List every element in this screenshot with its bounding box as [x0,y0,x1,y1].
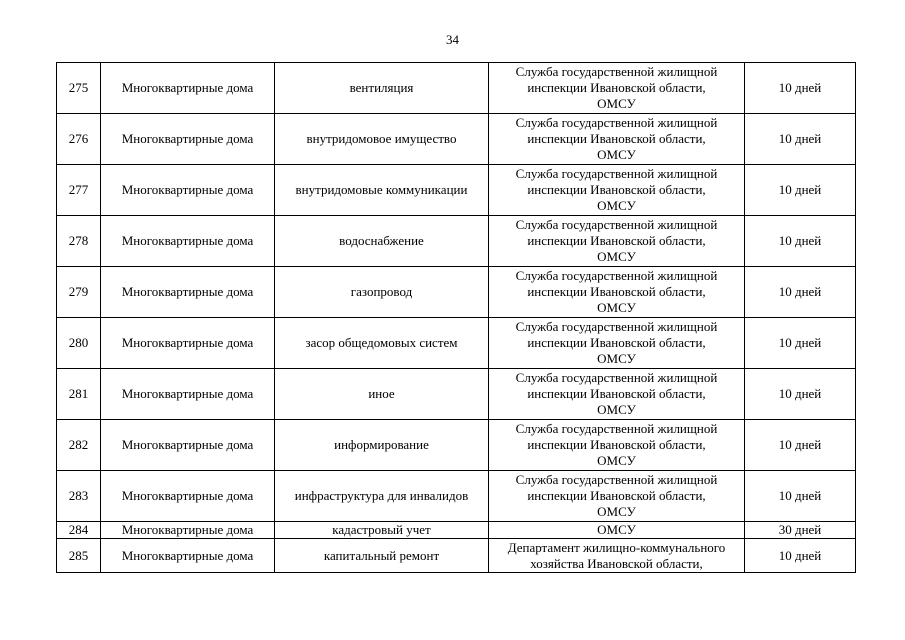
cell-term: 10 дней [745,267,856,318]
cell-object: Многоквартирные дома [101,63,275,114]
table-row [57,267,856,318]
cell-number: 279 [57,267,101,318]
cell-number: 278 [57,216,101,267]
cell-topic: информирование [275,420,489,471]
cell-topic: внутридомовое имущество [275,114,489,165]
cell-object: Многоквартирные дома [101,267,275,318]
cell-number: 281 [57,369,101,420]
cell-object: Многоквартирные дома [101,539,275,573]
cell-term: 10 дней [745,216,856,267]
table-row [57,539,856,573]
cell-topic: газопровод [275,267,489,318]
cell-number: 280 [57,318,101,369]
cell-authority: Служба государственной жилищной инспекции Ивановской области, ОМСУ [489,318,745,369]
cell-topic: водоснабжение [275,216,489,267]
cell-term: 10 дней [745,471,856,522]
cell-number: 277 [57,165,101,216]
cell-authority: Служба государственной жилищной инспекции Ивановской области, ОМСУ [489,471,745,522]
cell-number: 275 [57,63,101,114]
cell-number: 282 [57,420,101,471]
cell-topic: внутридомовые коммуникации [275,165,489,216]
cell-term: 10 дней [745,420,856,471]
cell-authority: Служба государственной жилищной инспекции Ивановской области, ОМСУ [489,165,745,216]
table-row [57,63,856,114]
cell-object: Многоквартирные дома [101,471,275,522]
cell-object: Многоквартирные дома [101,216,275,267]
table-row [57,216,856,267]
cell-topic: капитальный ремонт [275,539,489,573]
table-row [57,318,856,369]
cell-authority: Служба государственной жилищной инспекции Ивановской области, ОМСУ [489,63,745,114]
cell-number: 283 [57,471,101,522]
cell-topic: иное [275,369,489,420]
cell-number: 284 [57,522,101,539]
cell-topic: засор общедомовых систем [275,318,489,369]
cell-object: Многоквартирные дома [101,114,275,165]
cell-topic: инфраструктура для инвалидов [275,471,489,522]
table-row [57,165,856,216]
cell-term: 10 дней [745,318,856,369]
cell-authority: ОМСУ [489,522,745,539]
cell-authority: Служба государственной жилищной инспекции Ивановской области, ОМСУ [489,420,745,471]
cell-authority: Служба государственной жилищной инспекции Ивановской области, ОМСУ [489,114,745,165]
cell-number: 276 [57,114,101,165]
cell-number: 285 [57,539,101,573]
cell-object: Многоквартирные дома [101,165,275,216]
page-number: 34 [446,32,459,47]
cell-authority: Служба государственной жилищной инспекции Ивановской области, ОМСУ [489,216,745,267]
cell-term: 10 дней [745,165,856,216]
cell-topic: вентиляция [275,63,489,114]
cell-object: Многоквартирные дома [101,369,275,420]
table-row [57,114,856,165]
cell-authority: Служба государственной жилищной инспекции Ивановской области, ОМСУ [489,369,745,420]
cell-term: 10 дней [745,369,856,420]
cell-object: Многоквартирные дома [101,318,275,369]
cell-object: Многоквартирные дома [101,522,275,539]
cell-topic: кадастровый учет [275,522,489,539]
table-row [57,522,856,539]
cell-object: Многоквартирные дома [101,420,275,471]
cell-term: 10 дней [745,114,856,165]
table-row [57,369,856,420]
registry-table [56,62,856,573]
cell-term: 10 дней [745,539,856,573]
cell-term: 10 дней [745,63,856,114]
cell-authority: Департамент жилищно-коммунального хозяйства Ивановской области, [489,539,745,573]
table-row [57,471,856,522]
cell-term: 30 дней [745,522,856,539]
table-row [57,420,856,471]
cell-authority: Служба государственной жилищной инспекции Ивановской области, ОМСУ [489,267,745,318]
